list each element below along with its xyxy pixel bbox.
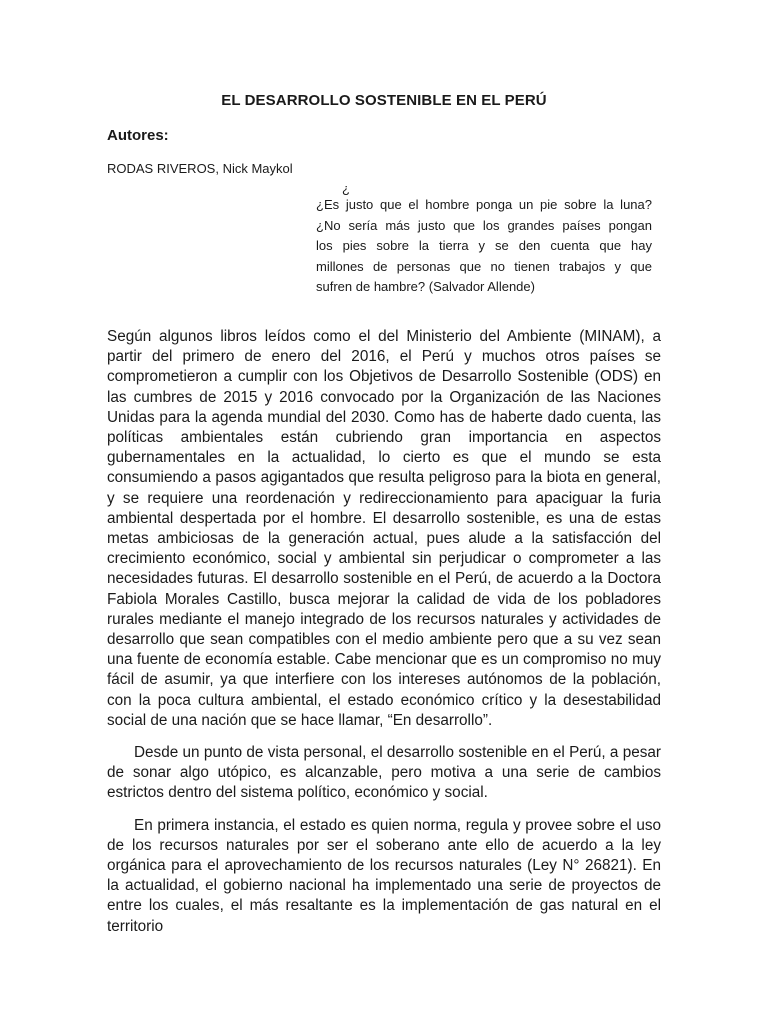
paragraph: Desde un punto de vista personal, el desarrollo sostenible en el Perú, a pesar de sonar algo utópico, es alcanzable, pero motiva a una serie de cambios estrictos dentro del sistema político, económico y social.	[107, 744, 661, 802]
epigraph-quote	[316, 195, 652, 298]
quote-line: los pies sobre la tierra y se den cuenta que hay	[316, 238, 652, 253]
document-title: EL DESARROLLO SOSTENIBLE EN EL PERÚ	[221, 92, 547, 109]
quote-line: millones de personas que no tienen trabajos y que	[316, 258, 652, 274]
authors-label: Autores:	[107, 127, 169, 144]
quote-line: sufren de hambre? (Salvador Allende)	[316, 279, 535, 294]
quote-line: ¿Es justo que el hombre ponga un pie sobre la luna?	[316, 197, 652, 212]
body-text	[107, 327, 661, 949]
paragraph: Según algunos libros leídos como el del Ministerio del Ambiente (MINAM), a partir del primero de enero del 2016, el Perú y muchos otros países se comprometieron a cumplir con los Objetivos de Desarrollo Sostenible (ODS) en las cumbres de 2015 y 2016 convocado por la Organización de las Naciones Unidas para la agenda mundial del 2030. Como has de haberte dado cuenta, las políticas ambientales están cubriendo gran importancia en aspectos gubernamentales en la actualidad, lo cierto es que el mundo se esta consumiendo a pasos agigantados que resulta peligroso para la biota en general, y se requiere una reordenación y redireccionamiento para apaciguar la furia ambiental despertada por el hombre. El desarrollo sostenible, es una de estas metas ambiciosas de la generación actual, pues alude a la satisfacción del crecimiento económico, social y ambiental sin perjudicar o comprometer a las necesidades futuras. El desarrollo sostenible en el Perú, de acuerdo a la Doctora Fabiola Morales Castillo, busca mejorar la calidad de vida de los pobladores rurales mediante el manejo integrado de los recursos naturales y actividades de desarrollo que sean compatibles con el medio ambiente pero que a su vez sean una fuente de economía estable. Cabe mencionar que es un compromiso no muy fácil de asumir, ya que interfiere con los intereses autónomos de la población, con la poca cultura ambiental, el estado económico crítico y la desestabilidad social de una nación que se hace llamar, “En desarrollo”.	[107, 328, 661, 729]
quote-line: ¿No sería más justo que los grandes países pongan	[316, 217, 652, 233]
quote-mark: ¿	[342, 181, 350, 196]
paragraph: En primera instancia, el estado es quien norma, regula y provee sobre el uso de los recursos naturales por ser el soberano ante ello de acuerdo a la ley orgánica para el aprovechamiento de los recursos naturales (Ley N° 26821). En la actualidad, el gobierno nacional ha implementado una serie de proyectos de entre los cuales, el más resaltante es la implementación de gas natural en el territorio	[107, 816, 661, 935]
author-name: RODAS RIVEROS, Nick Maykol	[107, 161, 293, 176]
